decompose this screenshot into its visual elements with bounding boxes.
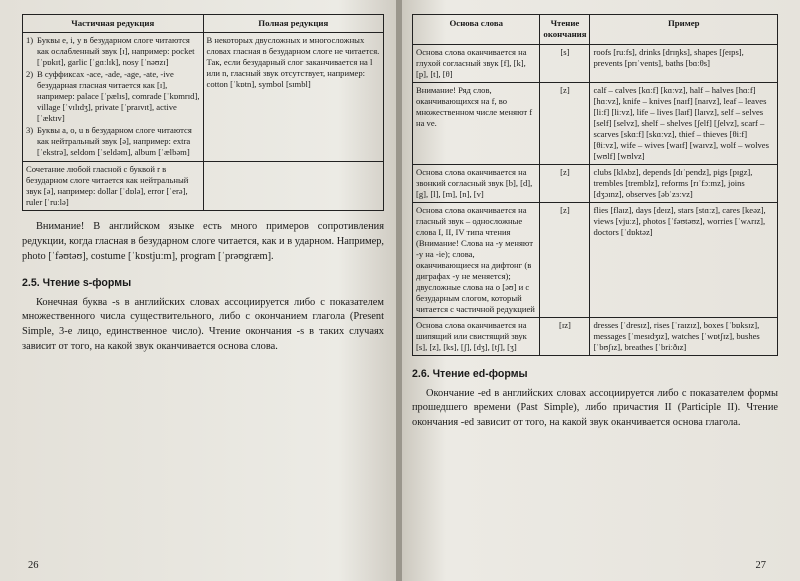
- book-gutter: [396, 0, 402, 581]
- example-header: Пример: [590, 15, 778, 45]
- reduction-table: [22, 14, 384, 211]
- reading-cell: [z]: [540, 82, 590, 164]
- basis-cell: Внимание! Ряд слов, оканчивающихся на f, во множественном числе меняют f на ve.: [413, 82, 540, 164]
- item-number: 1): [26, 35, 34, 46]
- basis-cell: Основа слова оканчивается на звонкий согласный звук [b], [d], [g], [l], [m], [n], [v]: [413, 164, 540, 202]
- page-number: 26: [28, 560, 39, 571]
- list-item: [26, 35, 200, 68]
- table-row: [413, 317, 778, 355]
- reading-cell: [s]: [540, 44, 590, 82]
- note-paragraph: Внимание! В английском языке есть много примеров сопротивления редукции, когда гласная в безударном слоге читается, как и в ударном. Например, photo [ˈfəʊtəʊ], costume [ˈkɒstjuːm], program [ˈprəʊgræm].: [22, 221, 384, 262]
- empty-cell: [203, 162, 384, 211]
- example-cell: roofs [ruːfs], drinks [drɪŋks], shapes [ʃeɪps], prevents [prɪˈvents], baths [bɑːθs]: [590, 44, 778, 82]
- reading-cell: [z]: [540, 164, 590, 202]
- right-page: [398, 0, 800, 581]
- item-number: 3): [26, 125, 34, 136]
- reduction-table-header-row: [23, 15, 384, 33]
- r-vowel-cell: Сочетание любой гласной с буквой r в безударном слоге читается как нейтральный звук [ə], например: dollar [ˈdɒlə], error [ˈerə], ruler [ˈruːlə]: [23, 162, 204, 211]
- basis-cell: Основа слова оканчивается на гласный звук – односложные слова I, II, IV типа чтения (Внимание! Слова на -y меняют -y на -ie); слова, оканчивающиеся на дифтонг (в диграфах -y не меняется); двусложные слова на о [əʊ] и с безударным слогом, который читается с частичной редукцией: [413, 202, 540, 317]
- section-paragraph: Окончание -ed в английских словах ассоциируется либо с показателем формы прошедшего времени (Past Simple), либо причастия II (Participle II). Чтение окончания -ed зависит от того, на какой звук оканчивается основа глагола.: [412, 387, 778, 429]
- item-number: 2): [26, 69, 34, 80]
- section-title: 2.5. Чтение s-формы: [22, 276, 132, 289]
- item-text: В суффиксах -ace, -ade, -age, -ate, -ive безударная гласная читается как [ɪ], например: palace [ˈpælɪs], comrade [ˈkɒmrɪd], village [ˈvɪlɪdʒ], private [ˈpraɪvɪt], active [ˈæktɪv]: [37, 69, 200, 124]
- basis-header: Основа слова: [413, 15, 540, 45]
- item-text: Буквы e, i, y в безударном слоге читаются как ослабленный звук [ɪ], например: pocket [ˈpɒkɪt], garlic [ˈgɑːlɪk], nosy [ˈnəʊzɪ]: [37, 35, 195, 68]
- full-reduction-header: Полная редукция: [203, 15, 384, 33]
- list-item: [26, 69, 200, 124]
- partial-reduction-cell: [23, 33, 204, 162]
- example-cell: clubs [klʌbz], depends [dɪˈpendz], pigs [pɪgz], trembles [tremblz], reforms [rɪˈfɔːmz], joins [dʒɔɪnz], observes [əbˈzɜːvz]: [590, 164, 778, 202]
- example-cell: calf – calves [kɑːf] [kɑːvz], half – halves [hɑːf] [hɑːvz], knife – knives [naɪf] [naɪvz], leaf – leaves [liːf] [liːvz], life – lives [laɪf] [laɪvz], self – selves [self] [selvz], shelf – shelves [ʃelf] [ʃelvz], scarf – scarves [skɑːf] [skɑːvz], thief – thieves [θiːf] [θiːvz], wife – wives [waɪf] [waɪvz], wolf – wolves [wʊlf] [wʊlvz]: [590, 82, 778, 164]
- full-reduction-cell: В некоторых двусложных и многосложных словах гласная в безударном слоге не читается. Так, если безударный слог заканчивается на l или n, гласный звук отсутствует, например: cotton [ˈkɒtn], symbol [sɪmbl]: [203, 33, 384, 162]
- example-cell: flies [flaɪz], days [deɪz], stars [stɑːz], cares [keəz], views [vjuːz], photos [ˈfəʊtəʊz], worries [ˈwʌrɪz], doctors [ˈdɒktəz]: [590, 202, 778, 317]
- reduction-table-row: [23, 162, 384, 211]
- reading-header: Чтение окончания: [540, 15, 590, 45]
- list-item: [26, 125, 200, 158]
- basis-cell: Основа слова оканчивается на глухой согласный звук [f], [k], [p], [t], [θ]: [413, 44, 540, 82]
- table-row: [413, 164, 778, 202]
- reduction-table-row: [23, 33, 384, 162]
- table-row: [413, 44, 778, 82]
- page-number: 27: [755, 560, 766, 571]
- s-form-table-header-row: [413, 15, 778, 45]
- section-paragraph: Конечная буква -s в английских словах ассоциируется либо с показателем множественного числа существительного, либо с окончанием глагола (Present Simple, 3-е лицо, единственное число). Чтение окончания -s в таких случаях зависит от того, на какой звук оканчивается основа слова.: [22, 296, 384, 352]
- reading-cell: [ɪz]: [540, 317, 590, 355]
- table-row: [413, 82, 778, 164]
- section-title: 2.6. Чтение ed-формы: [412, 367, 528, 380]
- left-page: [0, 0, 398, 581]
- item-text: Буквы a, o, u в безударном слоге читаются как нейтральный звук [ə], например: extra [ˈekstrə], seldom [ˈseldəm], album [ˈælbəm]: [37, 125, 192, 158]
- basis-cell: Основа слова оканчивается на шипящий или свистящий звук [s], [z], [ks], [ʃ], [dʒ], [tʃ], [ʒ]: [413, 317, 540, 355]
- reading-cell: [z]: [540, 202, 590, 317]
- example-cell: dresses [ˈdresɪz], rises [ˈraɪzɪz], boxes [ˈbɒksɪz], messages [ˈmesɪdʒɪz], watches [ˈwɒtʃɪz], bushes [ˈbʊʃɪz], breathes [ˈbriːðɪz]: [590, 317, 778, 355]
- s-form-table: [412, 14, 778, 356]
- partial-reduction-header: Частичная редукция: [23, 15, 204, 33]
- table-row: [413, 202, 778, 317]
